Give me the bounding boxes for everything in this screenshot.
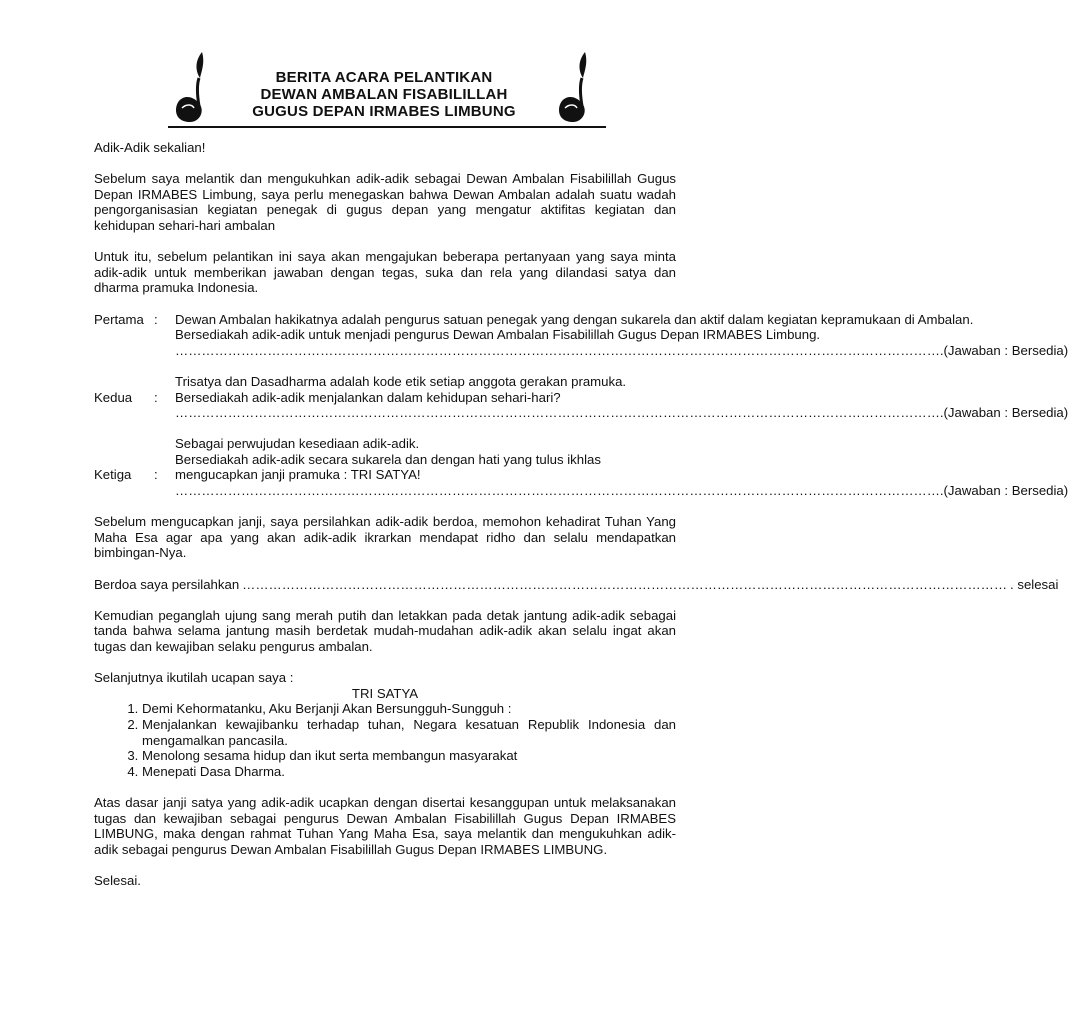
question-label: Kedua — [94, 389, 133, 405]
dotted-leader: ………………………………………………………………………………………………………………………………………………………… — [242, 576, 1008, 592]
header-divider — [168, 126, 606, 128]
document-body — [94, 140, 1068, 889]
answer-text: .(Jawaban : Bersedia) — [939, 483, 1068, 499]
answer-text: .(Jawaban : Bersedia) — [939, 342, 1068, 358]
question-colon: : — [154, 389, 158, 405]
greeting: Adik-Adik sekalian! — [94, 140, 206, 155]
prayer-line — [94, 576, 1059, 593]
question-ask: Bersediakah adik-adik untuk menjadi pengurus Dewan Ambalan Fisabilillah Gugus Depan IRMABES Limbung. — [175, 327, 821, 343]
trisatya-list — [94, 701, 676, 779]
question-2 — [94, 389, 1068, 421]
list-item: 1. Demi Kehormatanku, Aku Berjanji Akan Bersungguh-Sungguh : — [142, 701, 676, 717]
question-label: Pertama — [94, 311, 144, 327]
question-3 — [94, 467, 1068, 499]
list-item: 3. Menolong sesama hidup dan ikut serta membangun masyarakat — [142, 748, 676, 764]
paragraph-inauguration: Atas dasar janji satya yang adik-adik ucapkan dengan disertai kesanggupan untuk melaksanakan tugas dan kewajiban sebagai pengurus Dewan Ambalan Fisabilillah Gugus Depan IRMABES LIMBUNG, maka dengan rahmat Tuhan Yang Maha Esa, saya melantik dan mengukuhkan adik-adik sebagai pengurus Dewan Ambalan Fisabilillah Gugus Depan IRMABES LIMBUNG. — [94, 794, 676, 857]
question-label: Ketiga — [94, 467, 132, 483]
prayer-tail: . selesai — [1010, 576, 1059, 592]
dotted-leader: ………………………………………………………………………………………………………………………………………………………… — [175, 405, 940, 421]
question-1 — [94, 311, 1068, 359]
question-colon: : — [154, 467, 158, 483]
title-line-3: GUGUS DEPAN IRMABES LIMBUNG — [252, 103, 516, 120]
question-ask: mengucapkan janji pramuka : TRI SATYA! — [175, 467, 421, 483]
document-title — [0, 69, 768, 120]
question-statement: Trisatya dan Dasadharma adalah kode etik setiap anggota gerakan pramuka. — [175, 373, 627, 389]
paragraph-questions-intro: Untuk itu, sebelum pelantikan ini saya akan mengajukan beberapa pertanyaan yang saya minta adik-adik untuk memberikan jawaban dengan tegas, suka dan rela yang dilandasi satya dan dharma pramuka Indonesia. — [94, 249, 676, 296]
list-item: 4. Menepati Dasa Dharma. — [142, 764, 676, 780]
paragraph-flag: Kemudian peganglah ujung sang merah putih dan letakkan pada detak jantung adik-adik sebagai tanda bahwa selama jantung masih berdetak mudah-mudahan adik-adik akan selalu ingat akan tugas dan kewajiban selaku pengurus ambalan. — [94, 607, 676, 654]
trisatya-title: TRI SATYA — [351, 685, 419, 701]
question-statement: Sebagai perwujudan kesediaan adik-adik. — [175, 436, 420, 452]
title-line-1: BERITA ACARA PELANTIKAN — [275, 69, 493, 86]
question-colon: : — [154, 311, 158, 327]
question-statement: Bersediakah adik-adik secara sukarela dan dengan hati yang tulus ikhlas — [175, 451, 601, 467]
follow-instruction: Selanjutnya ikutilah ucapan saya : — [94, 670, 294, 686]
title-line-2: DEWAN AMBALAN FISABILILLAH — [260, 86, 508, 103]
answer-text: .(Jawaban : Bersedia) — [939, 405, 1068, 421]
paragraph-intro: Sebelum saya melantik dan mengukuhkan adik-adik sebagai Dewan Ambalan Fisabilillah Gugus Depan IRMABES Limbung, saya perlu menegaskan bahwa Dewan Ambalan adalah suatu wadah pengorganisasian kegiatan penegak di gugus depan yang mengatur aktifitas kegiatan dan kehidupan sehari-hari ambalan — [94, 171, 676, 233]
closing: Selesai. — [94, 872, 141, 888]
list-item: 2. Menjalankan kewajibanku terhadap tuhan, Negara kesatuan Republik Indonesia dan mengamalkan pancasila. — [142, 717, 676, 748]
paragraph-prayer-intro: Sebelum mengucapkan janji, saya persilahkan adik-adik berdoa, memohon kehadirat Tuhan Yang Maha Esa agar apa yang akan adik-adik ikrarkan mendapat ridho dan selalu mendapatkan bimbingan-Nya. — [94, 514, 676, 561]
dotted-leader: ………………………………………………………………………………………………………………………………………………………… — [175, 342, 940, 358]
question-ask: Bersediakah adik-adik menjalankan dalam kehidupan sehari-hari? — [175, 389, 561, 405]
prayer-lead: Berdoa saya persilahkan — [94, 576, 240, 592]
question-statement: Dewan Ambalan hakikatnya adalah pengurus satuan penegak yang dengan sukarela dan aktif dalam kegiatan kepramukaan di Ambalan. — [175, 311, 974, 327]
dotted-leader: ………………………………………………………………………………………………………………………………………………………… — [175, 483, 940, 499]
